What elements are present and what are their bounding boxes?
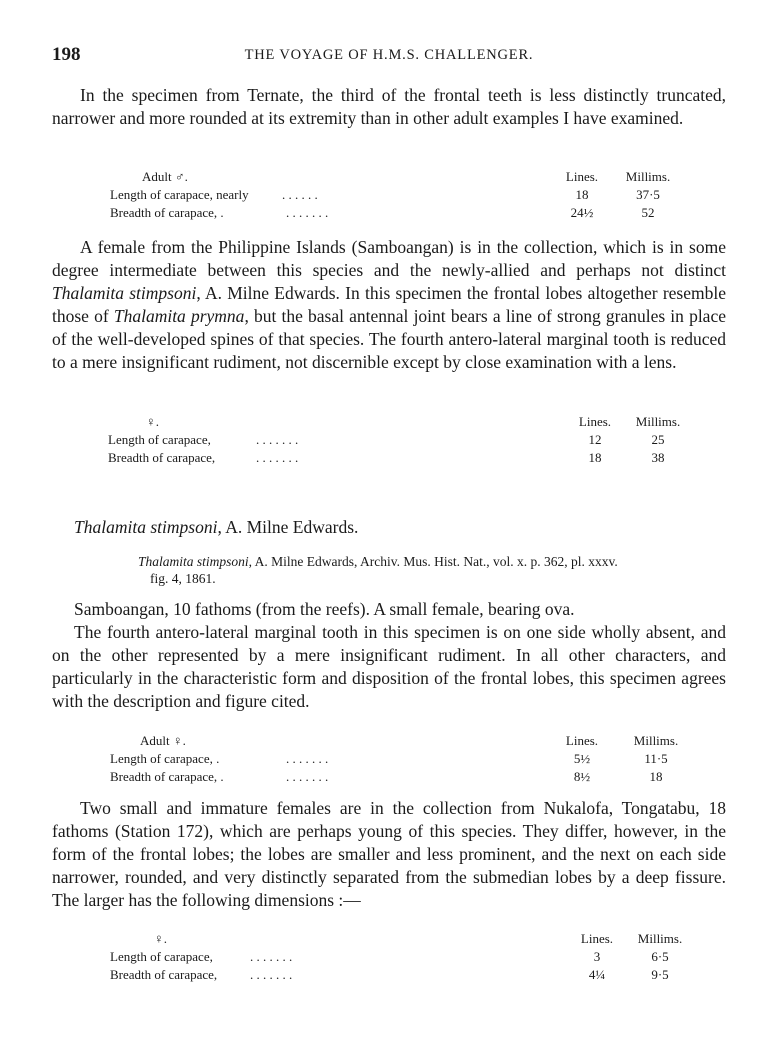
text-run: The fourth antero-lateral marginal tooth in this specimen is on one side wholly absent, and on the other represented by a mere insignificant rudiment. In all other characters, and particularly in the characteristic form and disposition of the frontal lobes, this specimen agrees with the description and figure cited. [52,622,726,711]
table-caption: Adult ♀. [140,733,186,748]
running-title: THE VOYAGE OF H.M.S. CHALLENGER. [244,47,534,63]
value-millims: 11·5 [644,751,668,766]
value-lines: 24½ [570,205,594,220]
col-header-millims: Millims. [625,169,671,184]
leader-dots: . . . . . . . [286,769,329,784]
value-lines: 12 [588,432,602,447]
row-label: Length of carapace, nearly [110,187,249,202]
leader-dots: . . . . . . . [256,432,299,447]
leader-dots: . . . . . . . [286,751,329,766]
col-header-lines: Lines. [565,169,599,184]
text-run: A female from the Philippine Islands (Samboangan) is in the collection, which is in some degree intermediate between this species and the newly-allied and perhaps not distinct [52,237,726,280]
row-label: Breadth of carapace, [108,450,216,465]
value-lines: 5½ [573,751,591,766]
value-millims: 52 [641,205,655,220]
value-lines: 18 [575,187,589,202]
col-header-lines: Lines. [565,733,599,748]
paragraph-description [52,621,726,713]
leader-dots: . . . . . . . [250,967,293,982]
value-lines: 4¼ [588,967,606,982]
leader-dots: . . . . . . . [286,205,329,220]
paragraph-ternate: In the specimen from Ternate, the third of the frontal teeth is less distinctly truncated, narrower and more rounded at its extremity than in other adult examples I have examined. [52,85,726,128]
value-lines: 8½ [573,769,591,784]
text-run: , A. Milne Edwards. In this specimen the frontal lobes altogether resemble those of [52,283,726,326]
species-name: Thalamita stimpsoni [52,283,197,303]
species-name: Thalamita prymna [113,306,245,326]
page-header [52,44,726,66]
citation [138,553,728,587]
leader-dots: . . . . . . . [250,949,293,964]
row-label: Length of carapace, [110,949,213,964]
value-millims: 18 [649,769,663,784]
table-caption: ♀. [154,931,167,946]
col-header-millims: Millims. [633,733,679,748]
row-label: Length of carapace, . [110,751,220,766]
value-millims: 6·5 [651,949,669,964]
table-caption: ♀. [146,414,159,429]
leader-dots: . . . . . . [282,187,318,202]
species-name: Thalamita stimpsoni [138,554,249,569]
value-millims: 38 [651,450,665,465]
citation-line-2: fig. 4, 1861. [150,571,216,586]
value-millims: 9·5 [651,967,669,982]
citation-line-1 [138,553,728,570]
col-header-millims: Millims. [637,931,683,946]
row-label: Breadth of carapace, [110,967,218,982]
paragraph-nukalofa: Two small and immature females are in the collection from Nukalofa, Tongatabu, 18 fathoms (Station 172), which are perhaps young of this species. They differ, however, in the form of the frontal lobes; the lobes are smaller and less prominent, and the next on each side narrower, rounded, and very distinctly separated from the submedian lobes by a deep fissure. The larger has the following dimensions :— [52,798,726,910]
row-label: Breadth of carapace, . [110,769,224,784]
row-label: Breadth of carapace, . [110,205,224,220]
col-header-lines: Lines. [580,931,614,946]
text-run: , but the basal antennal joint bears a line of strong granules in place of the well-developed spines of that species. The fourth antero-lateral marginal tooth is reduced to a mere insignificant rudiment, not discernible except by close examination with a lens. [52,306,726,372]
citation-text: , A. Milne Edwards, Archiv. Mus. Hist. Nat., vol. x. p. 362, pl. xxxv. [248,554,618,569]
row-label: Length of carapace, [108,432,211,447]
col-header-millims: Millims. [635,414,681,429]
page-number: 198 [52,44,81,65]
value-lines: 3 [593,949,601,964]
value-lines: 18 [588,450,602,465]
value-millims: 25 [651,432,665,447]
col-header-lines: Lines. [578,414,612,429]
paragraph-philippine-female [52,236,726,374]
table-caption: Adult ♂. [142,169,188,184]
species-author: , A. Milne Edwards. [217,517,359,537]
value-millims: 37·5 [636,187,660,202]
leader-dots: . . . . . . . [256,450,299,465]
paragraph-locality: Samboangan, 10 fathoms (from the reefs). A small female, bearing ova. [74,599,575,619]
species-name: Thalamita stimpsoni [74,517,218,537]
species-heading [74,517,358,538]
